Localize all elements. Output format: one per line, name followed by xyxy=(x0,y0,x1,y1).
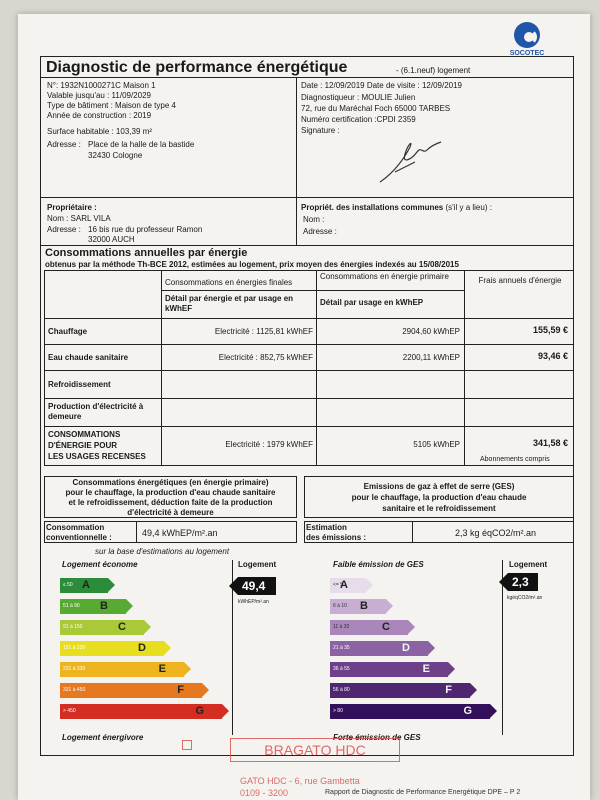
stamp-line-2: 0109 - 3200 xyxy=(240,788,289,798)
row-label-production: Production d'électricité à demeure xyxy=(48,402,144,421)
energy-class-f xyxy=(60,683,202,698)
ges-class-letter: F xyxy=(445,684,452,696)
row-label-cooling: Refroidissement xyxy=(48,380,111,389)
ges-class-arrow xyxy=(366,578,373,592)
owner-address-label: Adresse : xyxy=(47,225,81,234)
ges-class-range: 11 à 20 xyxy=(333,624,350,630)
energy-class-arrow xyxy=(144,620,151,634)
ges-class-letter: G xyxy=(463,705,472,717)
common-installations-title xyxy=(301,203,492,213)
total-label-1: CONSOMMATIONS xyxy=(48,430,121,439)
ges-class-range: <= 5 xyxy=(333,582,344,588)
header-annual-cost: Frais annuels d'énergie xyxy=(478,276,562,285)
divider xyxy=(464,270,465,466)
total-cost: 341,58 € xyxy=(532,438,568,448)
energy-class-letter: C xyxy=(118,621,126,633)
owner-name: Nom : SARL VILA xyxy=(47,214,111,223)
total-primary: 5105 kWhEP xyxy=(413,440,460,449)
ges-class-range: > 80 xyxy=(333,708,343,714)
owner-address-1: 16 bis rue du professeur Ramon xyxy=(88,225,203,234)
socotec-logo-icon xyxy=(514,22,540,48)
header-detail-primary: Détail par usage en kWhEP xyxy=(320,298,424,307)
ges-class-arrow xyxy=(386,599,393,613)
divider xyxy=(40,245,574,246)
energy-scale-top: Logement économe xyxy=(62,560,138,569)
stamp-mark-icon xyxy=(182,740,192,750)
ges-estim-label-1: Estimation xyxy=(306,523,347,532)
conso-label-2: conventionnelle : xyxy=(46,533,112,542)
row-cost-heating: 155,59 € xyxy=(532,325,568,335)
divider xyxy=(412,521,413,543)
energy-logement-label: Logement xyxy=(238,560,277,569)
total-label-3: LES USAGES RECENSES xyxy=(48,452,146,461)
ges-class-d xyxy=(330,641,428,656)
owner-address-2: 32000 AUCH xyxy=(88,235,135,244)
common-title: Propriét. des installations communes xyxy=(301,203,444,212)
energy-scale-bottom: Logement énergivore xyxy=(62,733,144,742)
total-note: Abonnements compris xyxy=(480,456,550,463)
energy-class-arrow xyxy=(126,599,133,613)
energy-class-arrow xyxy=(184,662,191,676)
energy-class-range: 151 à 230 xyxy=(63,645,86,651)
energy-class-range: 91 à 150 xyxy=(63,624,83,630)
address-label: Adresse : xyxy=(47,140,81,149)
ges-marker: 2,3 xyxy=(508,573,538,591)
common-name: Nom : xyxy=(303,215,325,224)
handwritten-signature xyxy=(375,132,445,187)
ges-scale-top: Faible émission de GES xyxy=(333,560,424,569)
total-label-2: D'ÉNERGIE POUR xyxy=(48,441,118,450)
conso-value: 49,4 kWhEP/m².an xyxy=(142,528,218,538)
address-line-2: 32430 Cologne xyxy=(88,151,143,160)
ges-class-letter: A xyxy=(340,579,348,591)
ges-class-letter: E xyxy=(422,663,430,675)
ges-class-range: 36 à 55 xyxy=(333,666,350,672)
energy-class-d xyxy=(60,641,164,656)
energy-class-letter: E xyxy=(158,663,166,675)
ges-logement-label: Logement xyxy=(509,560,548,569)
conso-label-1: Consommation xyxy=(46,523,105,532)
row-label-heating: Chauffage xyxy=(48,327,88,336)
divider xyxy=(161,270,162,466)
energy-marker: 49,4 xyxy=(238,577,276,595)
row-final-hot-water: Electricité : 852,75 kWhEF xyxy=(218,353,313,362)
surface-area: Surface habitable : 103,39 m² xyxy=(47,127,152,136)
divider xyxy=(136,521,137,543)
row-primary-hot-water: 2200,11 kWhEP xyxy=(402,353,460,362)
divider xyxy=(44,398,574,399)
energy-header-3: et le refroidissement, déduction faite de la production xyxy=(68,498,273,507)
construction-year: Année de construction : 2019 xyxy=(47,111,152,120)
header-primary-energy: Consommations en énergie primaire xyxy=(320,272,449,281)
energy-class-a xyxy=(60,578,108,593)
ges-marker-unit: kgéqCO2/m².an xyxy=(507,595,543,601)
energy-marker-unit: kWhEP/m².an xyxy=(238,599,269,605)
energy-class-arrow xyxy=(108,578,115,592)
diagnostic-date: Date : 12/09/2019 Date de visite : 12/09/2019 xyxy=(301,81,463,90)
building-type: Type de bâtiment : Maison de type 4 xyxy=(47,101,176,110)
address-line-1: Place de la halle de la bastide xyxy=(88,140,195,149)
ges-class-letter: D xyxy=(402,642,410,654)
ges-class-c xyxy=(330,620,408,635)
divider xyxy=(44,344,574,345)
divider xyxy=(161,290,464,291)
divider xyxy=(40,77,574,78)
ges-header-1: Emissions de gaz à effet de serre (GES) xyxy=(363,482,515,491)
energy-class-letter: D xyxy=(138,642,146,654)
common-title-suffix: (s'il y a lieu) : xyxy=(445,203,492,212)
divider xyxy=(40,197,574,198)
ges-class-range: 6 à 10 xyxy=(333,603,347,609)
page-subtitle: - (6.1.neuf) logement xyxy=(396,66,471,75)
ges-class-letter: C xyxy=(382,621,390,633)
energy-class-arrow xyxy=(222,704,229,718)
energy-class-b xyxy=(60,599,126,614)
ges-class-arrow xyxy=(448,662,455,676)
header-detail-final: Détail par énergie et par usage en kWhEF xyxy=(165,294,294,313)
owner-title: Propriétaire : xyxy=(47,203,97,212)
divider xyxy=(316,270,317,466)
ges-estim-value: 2,3 kg éqCO2/m².an xyxy=(455,528,537,538)
socotec-logo xyxy=(505,22,549,57)
energy-class-letter: A xyxy=(82,579,90,591)
ges-class-f xyxy=(330,683,470,698)
energy-class-range: 231 à 330 xyxy=(63,666,86,672)
total-final: Electricité : 1979 kWhEF xyxy=(225,440,313,449)
ges-estim-label-2: des émissions : xyxy=(306,533,367,542)
signature-label: Signature : xyxy=(301,126,340,135)
divider xyxy=(44,318,574,319)
dossier-number: N°: 1932N1000271C Maison 1 xyxy=(47,81,156,90)
stamp-line-1: GATO HDC - 6, rue Gambetta xyxy=(240,776,360,786)
energy-class-letter: F xyxy=(177,684,184,696)
validity-date: Valable jusqu'au : 11/09/2029 xyxy=(47,91,151,100)
energy-class-letter: B xyxy=(100,600,108,612)
ges-class-letter: B xyxy=(360,600,368,612)
ges-class-arrow xyxy=(490,704,497,718)
ges-header-3: sanitaire et le refroidissement xyxy=(382,504,496,513)
ges-class-arrow xyxy=(408,620,415,634)
common-address: Adresse : xyxy=(303,227,337,236)
estimation-basis: sur la base d'estimations au logement xyxy=(95,547,230,556)
row-label-hot-water: Eau chaude sanitaire xyxy=(48,353,129,362)
page-title: Diagnostic de performance énergétique xyxy=(46,59,348,76)
row-primary-heating: 2904,60 kWhEP xyxy=(402,327,460,336)
energy-header-4: d'électricité à demeure xyxy=(127,508,214,517)
energy-class-arrow xyxy=(164,641,171,655)
logo-text: SOCOTEC xyxy=(509,50,545,57)
energy-class-range: 51 à 90 xyxy=(63,603,80,609)
energy-class-arrow xyxy=(202,683,209,697)
energy-class-e xyxy=(60,662,184,677)
energy-class-c xyxy=(60,620,144,635)
energy-class-range: > 450 xyxy=(63,708,76,714)
ges-class-arrow xyxy=(470,683,477,697)
header-final-energy: Consommations en énergies finales xyxy=(165,278,293,287)
ges-class-a xyxy=(330,578,366,593)
divider xyxy=(296,77,297,245)
ges-header-2: pour le chauffage, la production d'eau chaude xyxy=(351,493,527,502)
ges-class-e xyxy=(330,662,448,677)
company-stamp: BRAGATO HDC xyxy=(230,738,400,762)
energy-class-range: ≤ 50 xyxy=(63,582,73,588)
diagnostician: Diagnostiqueur : MOULIE Julien xyxy=(301,93,416,102)
energy-class-g xyxy=(60,704,222,719)
page-footer: Rapport de Diagnostic de Performance Energétique DPE – P 2 xyxy=(325,789,521,796)
ges-scale-bottom: Forte émission de GES xyxy=(333,733,421,742)
diagnostician-address: 72, rue du Maréchal Foch 65000 TARBES xyxy=(301,104,451,113)
consumption-title: Consommations annuelles par énergie xyxy=(45,247,248,259)
divider xyxy=(44,426,574,427)
energy-class-letter: G xyxy=(195,705,204,717)
energy-class-range: 331 à 450 xyxy=(63,687,86,693)
certification-number: Numéro certification :CPDI 2359 xyxy=(301,115,416,124)
ges-class-b xyxy=(330,599,386,614)
ges-class-g xyxy=(330,704,490,719)
ges-class-range: 56 à 80 xyxy=(333,687,350,693)
ges-class-arrow xyxy=(428,641,435,655)
divider xyxy=(44,370,574,371)
row-cost-hot-water: 93,46 € xyxy=(537,351,568,361)
row-final-heating: Electricité : 1125,81 kWhEF xyxy=(214,327,313,336)
energy-header-2: pour le chauffage, la production d'eau chaude sanitaire xyxy=(65,488,276,497)
energy-header-1: Consommations énergétiques (en énergie primaire) xyxy=(72,478,269,487)
consumption-subtitle: obtenus par la méthode Th-BCE 2012, estimées au logement, prix moyen des énergies indexés au 15/08/2015 xyxy=(45,260,459,269)
ges-class-range: 21 à 35 xyxy=(333,645,350,651)
